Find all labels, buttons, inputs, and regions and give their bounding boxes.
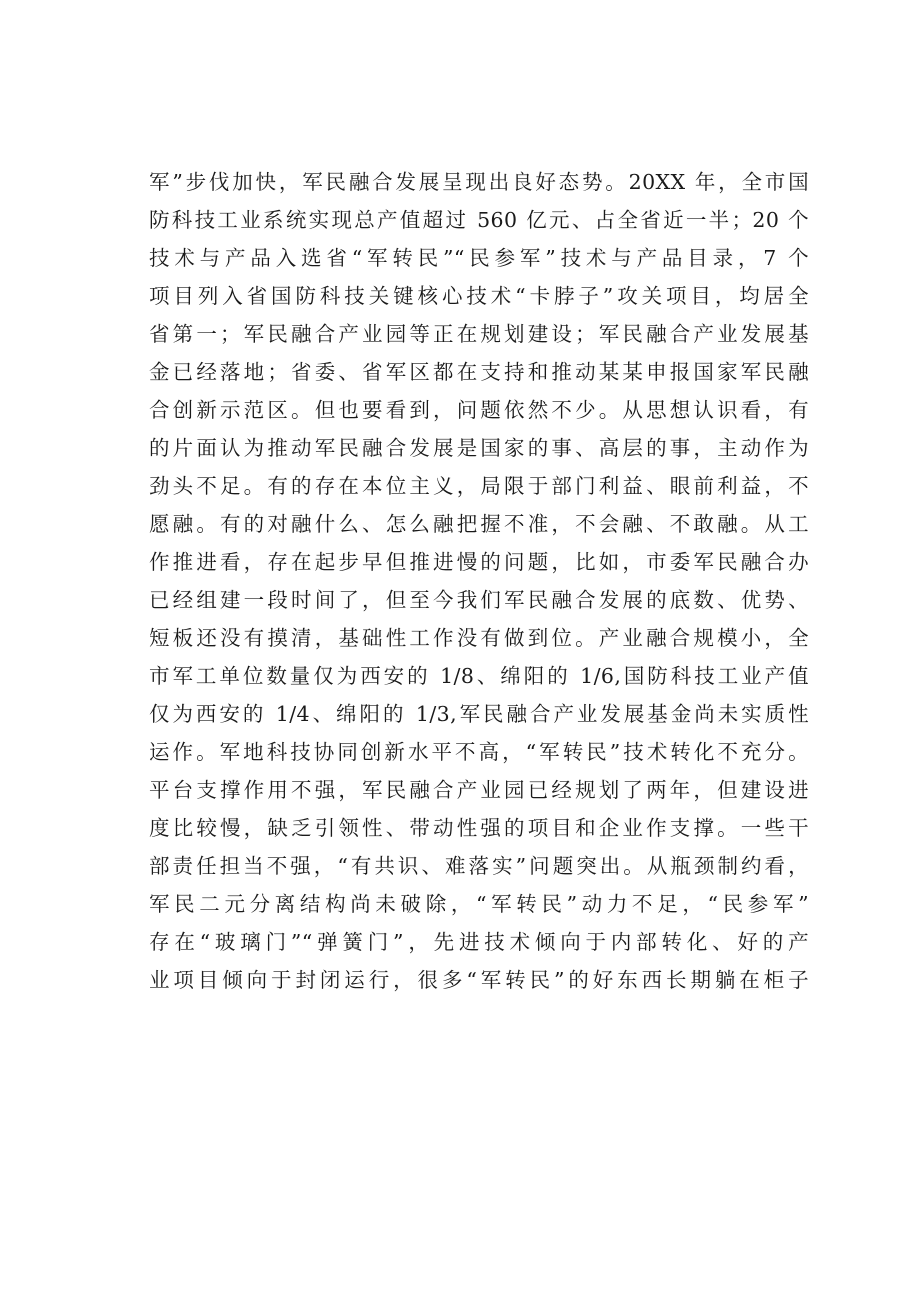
text-line: 愿融。有的对融什么、怎么融把握不准，不会融、不敢融。从工 — [149, 512, 809, 536]
text-line: 省第一；军民融合产业园等正在规划建设；军民融合产业发展基 — [149, 322, 809, 346]
text-line: 存在“玻璃门”“弹簧门”，先进技术倾向于内部转化、好的产 — [149, 930, 809, 954]
text-line: 平台支撑作用不强，军民融合产业园已经规划了两年，但建设进 — [149, 778, 809, 802]
text-line: 短板还没有摸清，基础性工作没有做到位。产业融合规模小，全 — [149, 626, 809, 650]
text-line: 劲头不足。有的存在本位主义，局限于部门利益、眼前利益，不 — [149, 474, 809, 498]
text-line: 业项目倾向于封闭运行，很多“军转民”的好东西长期躺在柜子 — [149, 968, 809, 992]
text-line: 部责任担当不强，“有共识、难落实”问题突出。从瓶颈制约看， — [149, 854, 809, 878]
text-line: 军民二元分离结构尚未破除，“军转民”动力不足，“民参军” — [149, 892, 809, 916]
text-line: 作推进看，存在起步早但推进慢的问题，比如，市委军民融合办 — [149, 550, 809, 574]
text-line: 技术与产品入选省“军转民”“民参军”技术与产品目录，7 个 — [149, 246, 809, 270]
text-line: 市军工单位数量仅为西安的 1/8、绵阳的 1/6,国防科技工业产值 — [149, 664, 809, 688]
text-line: 项目列入省国防科技关键核心技术“卡脖子”攻关项目，均居全 — [149, 284, 809, 308]
text-line: 仅为西安的 1/4、绵阳的 1/3,军民融合产业发展基金尚未实质性 — [149, 702, 809, 726]
text-line: 的片面认为推动军民融合发展是国家的事、高层的事，主动作为 — [149, 436, 809, 460]
text-line: 金已经落地；省委、省军区都在支持和推动某某申报国家军民融 — [149, 360, 809, 384]
text-line: 合创新示范区。但也要看到，问题依然不少。从思想认识看，有 — [149, 398, 809, 422]
text-line: 度比较慢，缺乏引领性、带动性强的项目和企业作支撑。一些干 — [149, 816, 809, 840]
text-line: 已经组建一段时间了，但至今我们军民融合发展的底数、优势、 — [149, 588, 809, 612]
text-line: 运作。军地科技协同创新水平不高，“军转民”技术转化不充分。 — [149, 740, 809, 764]
text-line: 防科技工业系统实现总产值超过 560 亿元、占全省近一半；20 个 — [149, 208, 809, 232]
body-text — [149, 163, 809, 999]
text-line: 军”步伐加快，军民融合发展呈现出良好态势。20XX 年，全市国 — [149, 170, 809, 194]
